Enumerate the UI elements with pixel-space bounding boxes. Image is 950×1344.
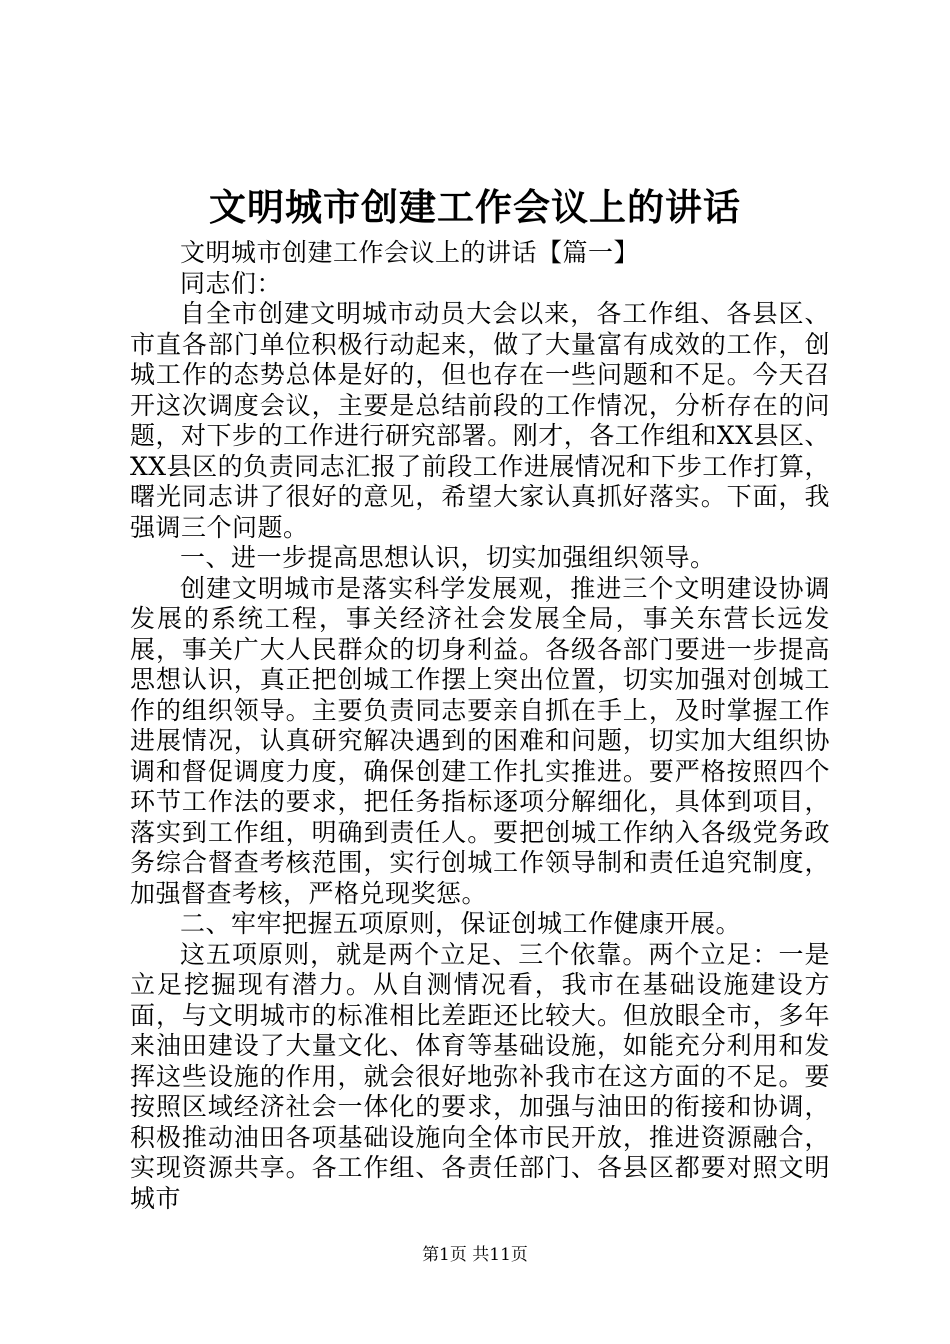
point-heading: 二、牢牢把握五项原则，保证创城工作健康开展。 xyxy=(180,909,742,938)
page-number-footer: 第1页 共11页 xyxy=(422,1245,528,1265)
body-paragraph: 这五项原则，就是两个立足、三个依靠。两个立足：一是立足挖掘现有潜力。从自测情况看，我市在基础设施建设方面，与文明城市的标准相比差距还比较大。但放眼全市，多年来油田建设了大量文化、体育等基础设施，如能充分利用和发挥这些设施的作用，就会很好地弥补我市在这方面的不足。要按照区域经济社会一体化的要求，加强与油田的衔接和协调，积极推动油田各项基础设施向全体市民开放，推进资源融合，实现资源共享。各工作组、各责任部门、各县区都要对照文明城市 xyxy=(130,939,830,1213)
body-paragraph: 创建文明城市是落实科学发展观，推进三个文明建设协调发展的系统工程，事关经济社会发展全局，事关东营长远发展，事关广大人民群众的切身利益。各级各部门要进一步提高思想认识，真正把创城工作摆上突出位置，切实加强对创城工作的组织领导。主要负责同志要亲自抓在手上，及时掌握工作进展情况，认真研究解决遇到的困难和问题，切实加大组织协调和督促调度力度，确保创建工作扎实推进。要严格按照四个环节工作法的要求，把任务指标逐项分解细化，具体到项目，落实到工作组，明确到责任人。要把创城工作纳入各级党务政务综合督查考核范围，实行创城工作领导制和责任追究制度，加强督查考核，严格兑现奖惩。 xyxy=(130,573,830,908)
document-body xyxy=(130,238,830,1214)
salutation: 同志们： xyxy=(180,268,283,298)
section-heading: 文明城市创建工作会议上的讲话【篇一】 xyxy=(180,238,640,267)
point-heading: 一、进一步提高思想认识，切实加强组织领导。 xyxy=(180,543,716,572)
body-paragraph: 自全市创建文明城市动员大会以来，各工作组、各县区、市直各部门单位积极行动起来，做了大量富有成效的工作，创城工作的态势总体是好的，但也存在一些问题和不足。今天召开这次调度会议，主要是总结前段的工作情况，分析存在的问题，对下步的工作进行研究部署。刚才，各工作组和XX县区、XX县区的负责同志汇报了前段工作进展情况和下步工作打算，曙光同志讲了很好的意见，希望大家认真抓好落实。下面，我强调三个问题。 xyxy=(130,299,830,542)
document-title: 文明城市创建工作会议上的讲话 xyxy=(209,185,741,229)
